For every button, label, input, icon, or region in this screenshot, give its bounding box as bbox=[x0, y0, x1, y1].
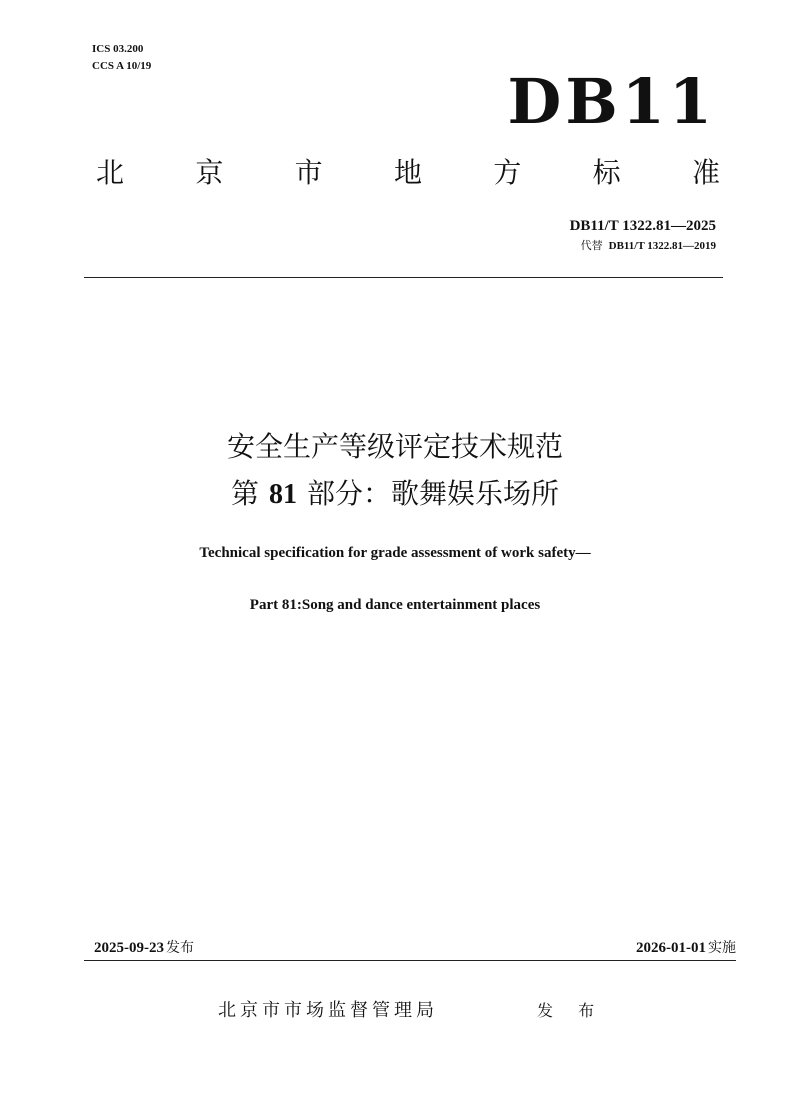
classification-codes bbox=[92, 41, 151, 75]
chinese-title-line2 bbox=[0, 474, 790, 515]
english-title-line1: Technical specification for grade assessment of work safety— bbox=[199, 545, 591, 561]
implement-date-block bbox=[636, 936, 736, 959]
issue-date-block bbox=[94, 936, 194, 959]
replaces-note bbox=[581, 238, 716, 254]
standard-type-char: 地 bbox=[393, 156, 422, 189]
standard-type-char: 方 bbox=[493, 156, 522, 189]
part-prefix: 第 bbox=[230, 477, 259, 510]
standard-type-char: 准 bbox=[691, 156, 720, 189]
standard-type-title bbox=[96, 155, 720, 191]
standard-brand: DB11 bbox=[507, 65, 716, 138]
part-number: 81 bbox=[269, 479, 297, 510]
publish-label: 发 布 bbox=[537, 1001, 605, 1020]
issuing-authority: 北京市市场监督管理局 bbox=[218, 1000, 438, 1021]
standard-type-char: 标 bbox=[592, 156, 621, 189]
implement-label: 实施 bbox=[708, 940, 736, 956]
ccs-code: CCS A 10/19 bbox=[92, 60, 152, 72]
chinese-title-line1: 安全生产等级评定技术规范 bbox=[226, 430, 563, 463]
implement-date: 2026-01-01 bbox=[636, 940, 706, 956]
standard-type-char: 北 bbox=[96, 156, 125, 189]
issue-label: 发布 bbox=[166, 940, 194, 956]
replaces-code: DB11/T 1322.81—2019 bbox=[608, 240, 716, 252]
issue-date: 2025-09-23 bbox=[94, 940, 164, 956]
standard-type-char: 京 bbox=[195, 156, 224, 189]
header-divider bbox=[84, 277, 723, 278]
ics-code: ICS 03.200 bbox=[92, 43, 144, 55]
part-suffix: 部分：歌舞娱乐场所 bbox=[307, 477, 560, 510]
english-title-line2: Part 81:Song and dance entertainment places bbox=[249, 597, 541, 613]
standard-code: DB11/T 1322.81—2025 bbox=[569, 218, 716, 234]
standard-type-char: 市 bbox=[294, 156, 323, 189]
replaces-label: 代替 bbox=[580, 239, 603, 252]
footer-divider bbox=[84, 960, 736, 961]
